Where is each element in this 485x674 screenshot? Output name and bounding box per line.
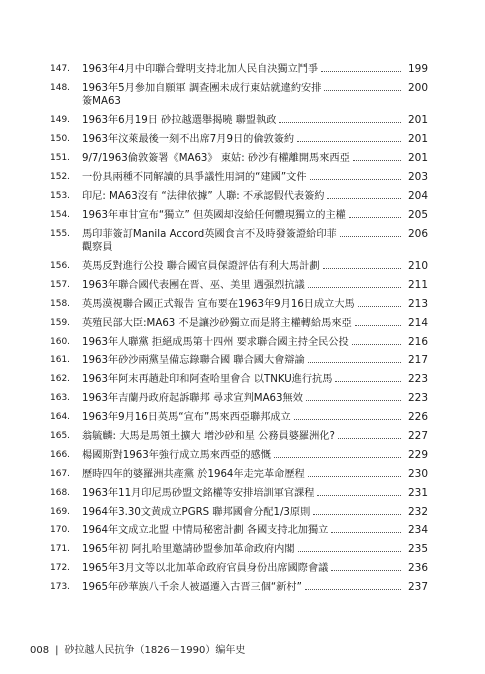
entry-page-number: 206	[407, 227, 428, 240]
entry-number: 155.	[50, 228, 71, 239]
dot-leader	[321, 70, 401, 72]
entry-page-number: 229	[407, 448, 428, 461]
entry-line	[82, 562, 428, 576]
dot-leader	[335, 380, 401, 382]
entry-line	[82, 430, 428, 444]
entry-number: 152.	[50, 171, 71, 182]
entry-number: 159.	[50, 317, 71, 328]
entry-line	[82, 543, 428, 557]
dot-leader	[306, 399, 401, 401]
entry-page-number: 223	[407, 392, 428, 405]
entry-page-number: 232	[407, 505, 428, 518]
entry-line	[82, 524, 428, 538]
table-of-contents	[50, 63, 428, 600]
entry-number: 148.	[50, 82, 71, 93]
entry-number: 156.	[50, 261, 71, 272]
entry-body	[82, 392, 428, 406]
entry-line	[82, 317, 428, 331]
dot-leader	[298, 550, 401, 552]
entry-number: 154.	[50, 209, 71, 220]
toc-entry	[50, 190, 428, 204]
dot-leader	[274, 456, 401, 458]
entry-body	[82, 260, 428, 274]
entry-line	[82, 336, 428, 350]
entry-body	[82, 543, 428, 557]
entry-title: 1964年文成立北盟 中情局秘密計劃 各國支持北加獨立	[82, 525, 329, 537]
toc-entry	[50, 449, 428, 463]
entry-number: 167.	[50, 468, 71, 479]
toc-entry	[50, 152, 428, 166]
entry-title: 英馬漠視聯合國正式報告 宣布要在1963年9月16日成立大馬	[82, 298, 355, 310]
toc-entry	[50, 524, 428, 538]
dot-leader	[340, 235, 401, 237]
entry-title: 1963年11月印尼馬砂盟文銘權等安排培訓軍官課程	[82, 487, 315, 499]
dot-leader	[327, 197, 401, 199]
toc-entry	[50, 506, 428, 520]
dot-leader	[297, 140, 401, 142]
entry-title: 1963年阿末再趟赴印和阿查哈里會合 以TNKU進行抗馬	[82, 374, 333, 386]
entry-title: 1963年5月參加自願軍 調查團未成行東姑就違約安排	[82, 82, 322, 94]
toc-entry	[50, 63, 428, 77]
entry-body	[82, 373, 428, 387]
dot-leader	[279, 121, 401, 123]
toc-entry	[50, 228, 428, 255]
entry-body	[82, 279, 428, 293]
entry-number: 151.	[50, 153, 71, 164]
toc-entry	[50, 487, 428, 501]
dot-leader	[308, 361, 401, 363]
entry-number: 173.	[50, 582, 71, 593]
entry-title: 1963年聯合國代表團在晋、巫、美里 遇强烈抗議	[82, 279, 305, 291]
entry-title: 英馬反對進行公投 聯合國官員保證評估有利大馬計劃	[82, 261, 320, 273]
footer-page-number: 008	[30, 645, 50, 656]
entry-page-number: 216	[407, 335, 428, 348]
footer-book-title: 砂拉越人民抗争（1826－1990）编年史	[64, 645, 246, 656]
entry-number: 157.	[50, 279, 71, 290]
entry-number: 163.	[50, 393, 71, 404]
entry-body	[82, 524, 428, 538]
entry-title: 歷時四年的婆羅洲共產黨 於1964年走完革命歷程	[82, 468, 305, 480]
dot-leader	[310, 178, 402, 180]
entry-line	[82, 411, 428, 425]
entry-number: 153.	[50, 190, 71, 201]
toc-entry	[50, 354, 428, 368]
entry-line	[82, 114, 428, 128]
entry-line	[82, 468, 428, 482]
entry-page-number: 217	[407, 354, 428, 367]
toc-entry	[50, 209, 428, 223]
entry-body	[82, 152, 428, 166]
entry-body	[82, 82, 428, 109]
entry-body	[82, 317, 428, 331]
entry-line	[82, 63, 428, 77]
dot-leader	[294, 418, 401, 420]
entry-page-number: 201	[407, 133, 428, 146]
entry-number: 169.	[50, 506, 71, 517]
entry-line	[82, 209, 428, 223]
entry-body	[82, 228, 428, 255]
entry-line	[82, 392, 428, 406]
entry-page-number: 230	[407, 467, 428, 480]
entry-line	[82, 506, 428, 520]
dot-leader	[313, 513, 401, 515]
toc-entry	[50, 133, 428, 147]
entry-title: 1963年汶萊最後一刻不出席7月9日的倫敦簽約	[82, 134, 295, 146]
entry-page-number: 213	[407, 297, 428, 310]
entry-title: 楊國斯對1963年強行成立馬來西亞的感慨	[82, 449, 271, 461]
entry-title: 1963年吉蘭丹政府起訴聯邦 尋求宣判MA63無效	[82, 393, 303, 405]
entry-line	[82, 260, 428, 274]
entry-number: 171.	[50, 544, 71, 555]
entry-body	[82, 171, 428, 185]
toc-entry	[50, 82, 428, 109]
dot-leader	[358, 305, 401, 307]
entry-page-number: 199	[407, 63, 428, 75]
entry-body	[82, 298, 428, 312]
entry-title: 一份具兩種不同解讀的具爭議性用詞的“建國”文件	[82, 171, 307, 183]
entry-body	[82, 209, 428, 223]
toc-entry	[50, 298, 428, 312]
entry-page-number: 223	[407, 373, 428, 386]
entry-title: 9/7/1963倫敦簽署《MA63》 東姑: 砂沙有權離開馬來西亞	[82, 153, 350, 165]
entry-body	[82, 114, 428, 128]
entry-title: 1963年9月16日英馬“宣布”馬來西亞聯邦成立	[82, 412, 291, 424]
toc-entry	[50, 373, 428, 387]
entry-body	[82, 411, 428, 425]
entry-page-number: 201	[407, 114, 428, 127]
toc-entry	[50, 260, 428, 274]
toc-entry	[50, 114, 428, 128]
toc-entry	[50, 468, 428, 482]
entry-number: 147.	[50, 64, 71, 74]
dot-leader	[353, 159, 401, 161]
entry-page-number: 210	[407, 260, 428, 273]
entry-body	[82, 449, 428, 463]
entry-page-number: 203	[407, 170, 428, 183]
dot-leader	[352, 343, 401, 345]
entry-line	[82, 152, 428, 166]
entry-body	[82, 468, 428, 482]
entry-body	[82, 506, 428, 520]
entry-page-number: 236	[407, 562, 428, 575]
entry-line	[82, 228, 428, 242]
entry-title: 1963年人聯黨 拒絕成馬第十四州 要求聯合國主持全民公投	[82, 336, 349, 348]
entry-body	[82, 336, 428, 350]
toc-entry	[50, 543, 428, 557]
entry-title: 印尼: MA63沒有 “法律依據” 人聯: 不承認假代表簽約	[82, 190, 325, 202]
entry-number: 165.	[50, 431, 71, 442]
entry-number: 164.	[50, 412, 71, 423]
entry-body	[82, 487, 428, 501]
entry-number: 158.	[50, 298, 71, 309]
entry-line	[82, 133, 428, 147]
dot-leader	[324, 89, 401, 91]
dot-leader	[308, 475, 401, 477]
toc-entry	[50, 411, 428, 425]
entry-number: 166.	[50, 449, 71, 460]
toc-entry	[50, 581, 428, 595]
entry-page-number: 227	[407, 430, 428, 443]
entry-title: 1963年車甘宣布“獨立” 但英國却沒給任何體現獨立的主權	[82, 209, 346, 221]
toc-entry	[50, 317, 428, 331]
entry-page-number: 235	[407, 543, 428, 556]
dot-leader	[323, 267, 401, 269]
dot-leader	[331, 531, 401, 533]
entry-page-number: 201	[407, 152, 428, 165]
entry-number: 149.	[50, 115, 71, 126]
entry-number: 150.	[50, 134, 71, 145]
entry-page-number: 205	[407, 208, 428, 221]
dot-leader	[331, 569, 401, 571]
entry-body	[82, 190, 428, 204]
entry-page-number: 214	[407, 316, 428, 329]
entry-line	[82, 581, 428, 595]
entry-number: 162.	[50, 374, 71, 385]
entry-body	[82, 581, 428, 595]
entry-line	[82, 298, 428, 312]
entry-number: 161.	[50, 355, 71, 366]
entry-line	[82, 487, 428, 501]
entry-body	[82, 430, 428, 444]
entry-title: 1965年初 阿扎哈里邀請砂盟參加革命政府内閣	[82, 544, 295, 556]
dot-leader	[317, 494, 401, 496]
toc-entry	[50, 279, 428, 293]
entry-title-continuation: 觀察員	[82, 242, 113, 254]
entry-page-number: 211	[407, 278, 428, 291]
entry-title: 馬印菲簽訂Manila Accord英國食言不及時發簽證給印菲	[82, 228, 337, 240]
toc-entry	[50, 562, 428, 576]
entry-page-number: 237	[407, 581, 428, 594]
entry-line	[82, 171, 428, 185]
entry-title: 1964年3.30文黄成立PGRS 聯邦國會分配1/3原則	[82, 506, 311, 518]
entry-line	[82, 279, 428, 293]
entry-body	[82, 354, 428, 368]
entry-title: 1963年6月19日 砂拉越選舉揭曉 聯盟執政	[82, 115, 277, 127]
entry-title: 1965年3月文等以北加革命政府官員身份出席國際會議	[82, 563, 329, 575]
dot-leader	[305, 588, 401, 590]
entry-line	[82, 449, 428, 463]
toc-entry	[50, 430, 428, 444]
page-footer	[30, 641, 245, 656]
entry-number: 170.	[50, 525, 71, 536]
entry-title: 翁毓麟: 大馬是馬領土擴大 增沙砂和星 公務員婆羅洲化?	[82, 431, 335, 443]
entry-body	[82, 133, 428, 147]
entry-page-number: 226	[407, 411, 428, 424]
footer-separator: |	[55, 645, 59, 656]
entry-page-number: 204	[407, 189, 428, 202]
dot-leader	[355, 324, 401, 326]
entry-page-number: 231	[407, 486, 428, 499]
entry-title: 1963年4月中印聯合聲明支持北加人民自決獨立鬥爭	[82, 64, 319, 75]
entry-number: 168.	[50, 487, 71, 498]
toc-entry	[50, 392, 428, 406]
entry-title: 1965年砂華族八千余人被逼遷入古晋三個“新村”	[82, 582, 302, 594]
entry-line	[82, 373, 428, 387]
entry-number: 172.	[50, 563, 71, 574]
entry-line	[82, 190, 428, 204]
entry-title-continuation: 簽MA63	[82, 96, 121, 108]
toc-entry	[50, 171, 428, 185]
entry-page-number: 234	[407, 524, 428, 537]
entry-title: 英殖民部大臣:MA63 不是讓沙砂獨立而是將主權轉給馬來亞	[82, 317, 352, 329]
entry-number: 160.	[50, 336, 71, 347]
dot-leader	[349, 216, 401, 218]
entry-page-number: 200	[407, 81, 428, 94]
entry-body	[82, 562, 428, 576]
toc-entry	[50, 336, 428, 350]
entry-line	[82, 82, 428, 96]
entry-body	[82, 63, 428, 77]
dot-leader	[308, 286, 401, 288]
dot-leader	[338, 437, 401, 439]
entry-line	[82, 354, 428, 368]
entry-title: 1963年砂沙兩黨呈備忘錄聯合國 聯合國大會辯論	[82, 355, 305, 367]
